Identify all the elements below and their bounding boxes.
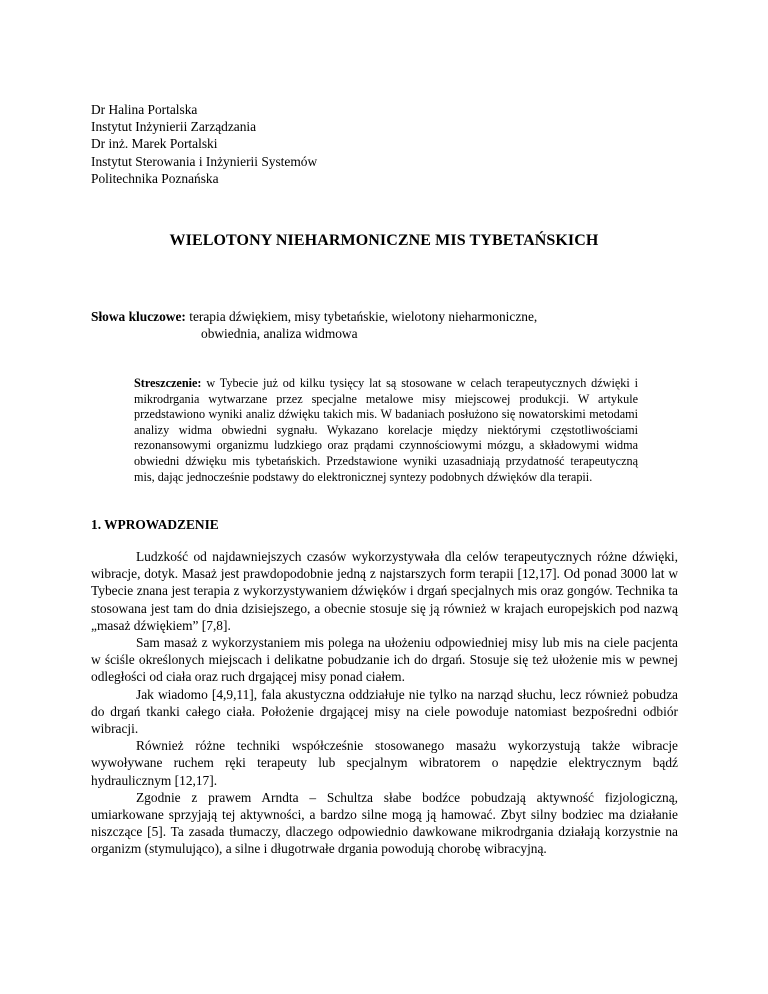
abstract-label: Streszczenie: [134, 376, 202, 390]
author-affiliation: Instytut Sterowania i Inżynierii Systemów [91, 153, 318, 169]
keywords-line: terapia dźwiękiem, misy tybetańskie, wielotony nieharmoniczne, [189, 309, 538, 324]
author-affiliation: Instytut Inżynierii Zarządzania [91, 119, 257, 135]
section-heading: 1. WPROWADZENIE [91, 517, 219, 532]
body-paragraph: Zgodnie z prawem Arndta – Schultza słabe bodźce pobudzają aktywność fizjologiczną, umiarkowane sprzyjają tej aktywności, a bardzo silne mogą ją hamować. Zbyt silny bodziec ma działanie niszczące [5]. Ta zasada tłumaczy, dlaczego odpowiednio dawkowane mikrodrgania działają korzystnie na organizm (stymulująco), a silne i długotrwałe drgania powodują chorobę wibracyjną. [91, 789, 678, 857]
body-paragraph: Sam masaż z wykorzystaniem mis polega na ułożeniu odpowiedniej misy lub mis na ciele pacjenta w ściśle określonych miejscach i delikatne pobudzanie ich do drgań. Stosuje się też ułożenie mis w pewnej odległości od ciała oraz ruch drgającej misy ponad ciałem. [91, 635, 678, 685]
abstract-text: w Tybecie już od kilku tysięcy lat są stosowane w celach terapeutycznych dźwięki i mikrodrgania wytwarzane przez specjalne metalowe misy miejscowej produkcji. W artykule przedstawiono wyniki analiz dźwięku takich mis. W badaniach posłużono się nowatorskimi metodami analizy widma obwiedni sygnału. Wykazano korelacje między niektórymi częstotliwościami rezonansowymi organizmu ludzkiego oraz prądami czynnościowymi mózgu, a składowymi widma obwiedni dźwięku mis tybetańskich. Przedstawione wyniki uzasadniają przydatność terapeutyczną mis, dając jednocześnie podstawy do elektronicznej syntezy podobnych dźwięków dla terapii. [134, 376, 639, 484]
section-body [91, 548, 678, 858]
author-name: Dr inż. Marek Portalski [91, 136, 218, 152]
abstract-block [134, 376, 638, 485]
body-paragraph: Jak wiadomo [4,9,11], fala akustyczna oddziałuje nie tylko na narząd słuchu, lecz również pobudza do drgań tkanki całego ciała. Położenie drgającej misy na ciele powoduje natomiast bezpośredni odbiór wibracji. [91, 686, 678, 737]
paper-title: WIELOTONY NIEHARMONICZNE MIS TYBETAŃSKICH [169, 232, 599, 249]
keywords-label: Słowa kluczowe: [91, 309, 186, 324]
body-paragraph: Ludzkość od najdawniejszych czasów wykorzystywała dla celów terapeutycznych różne dźwięki, wibracje, dotyk. Masaż jest prawdopodobnie jedną z najstarszych form terapii [12,17]. Od ponad 3000 lat w Tybecie znana jest terapia z wykorzystywaniem dźwięków i drgań specjalnych mis oraz gongów. Technika ta stosowana jest tam do dnia dzisiejszego, a obecnie stosuje się ją również w krajach europejskich pod nazwą „masaż dźwiękiem” [7,8]. [91, 549, 678, 633]
keywords-block [91, 308, 537, 343]
body-paragraph: Również różne techniki współcześnie stosowanego masażu wykorzystują także wibracje wywoływane ruchem ręki terapeuty lub specjalnym wibratorem o napędzie elektrycznym bądź hydraulicznym [12,17]. [91, 738, 678, 788]
author-block [91, 101, 317, 187]
author-name: Dr Halina Portalska [91, 102, 198, 117]
university-name: Politechnika Poznańska [91, 170, 219, 186]
keywords-line: obwiednia, analiza widmowa [201, 326, 358, 342]
